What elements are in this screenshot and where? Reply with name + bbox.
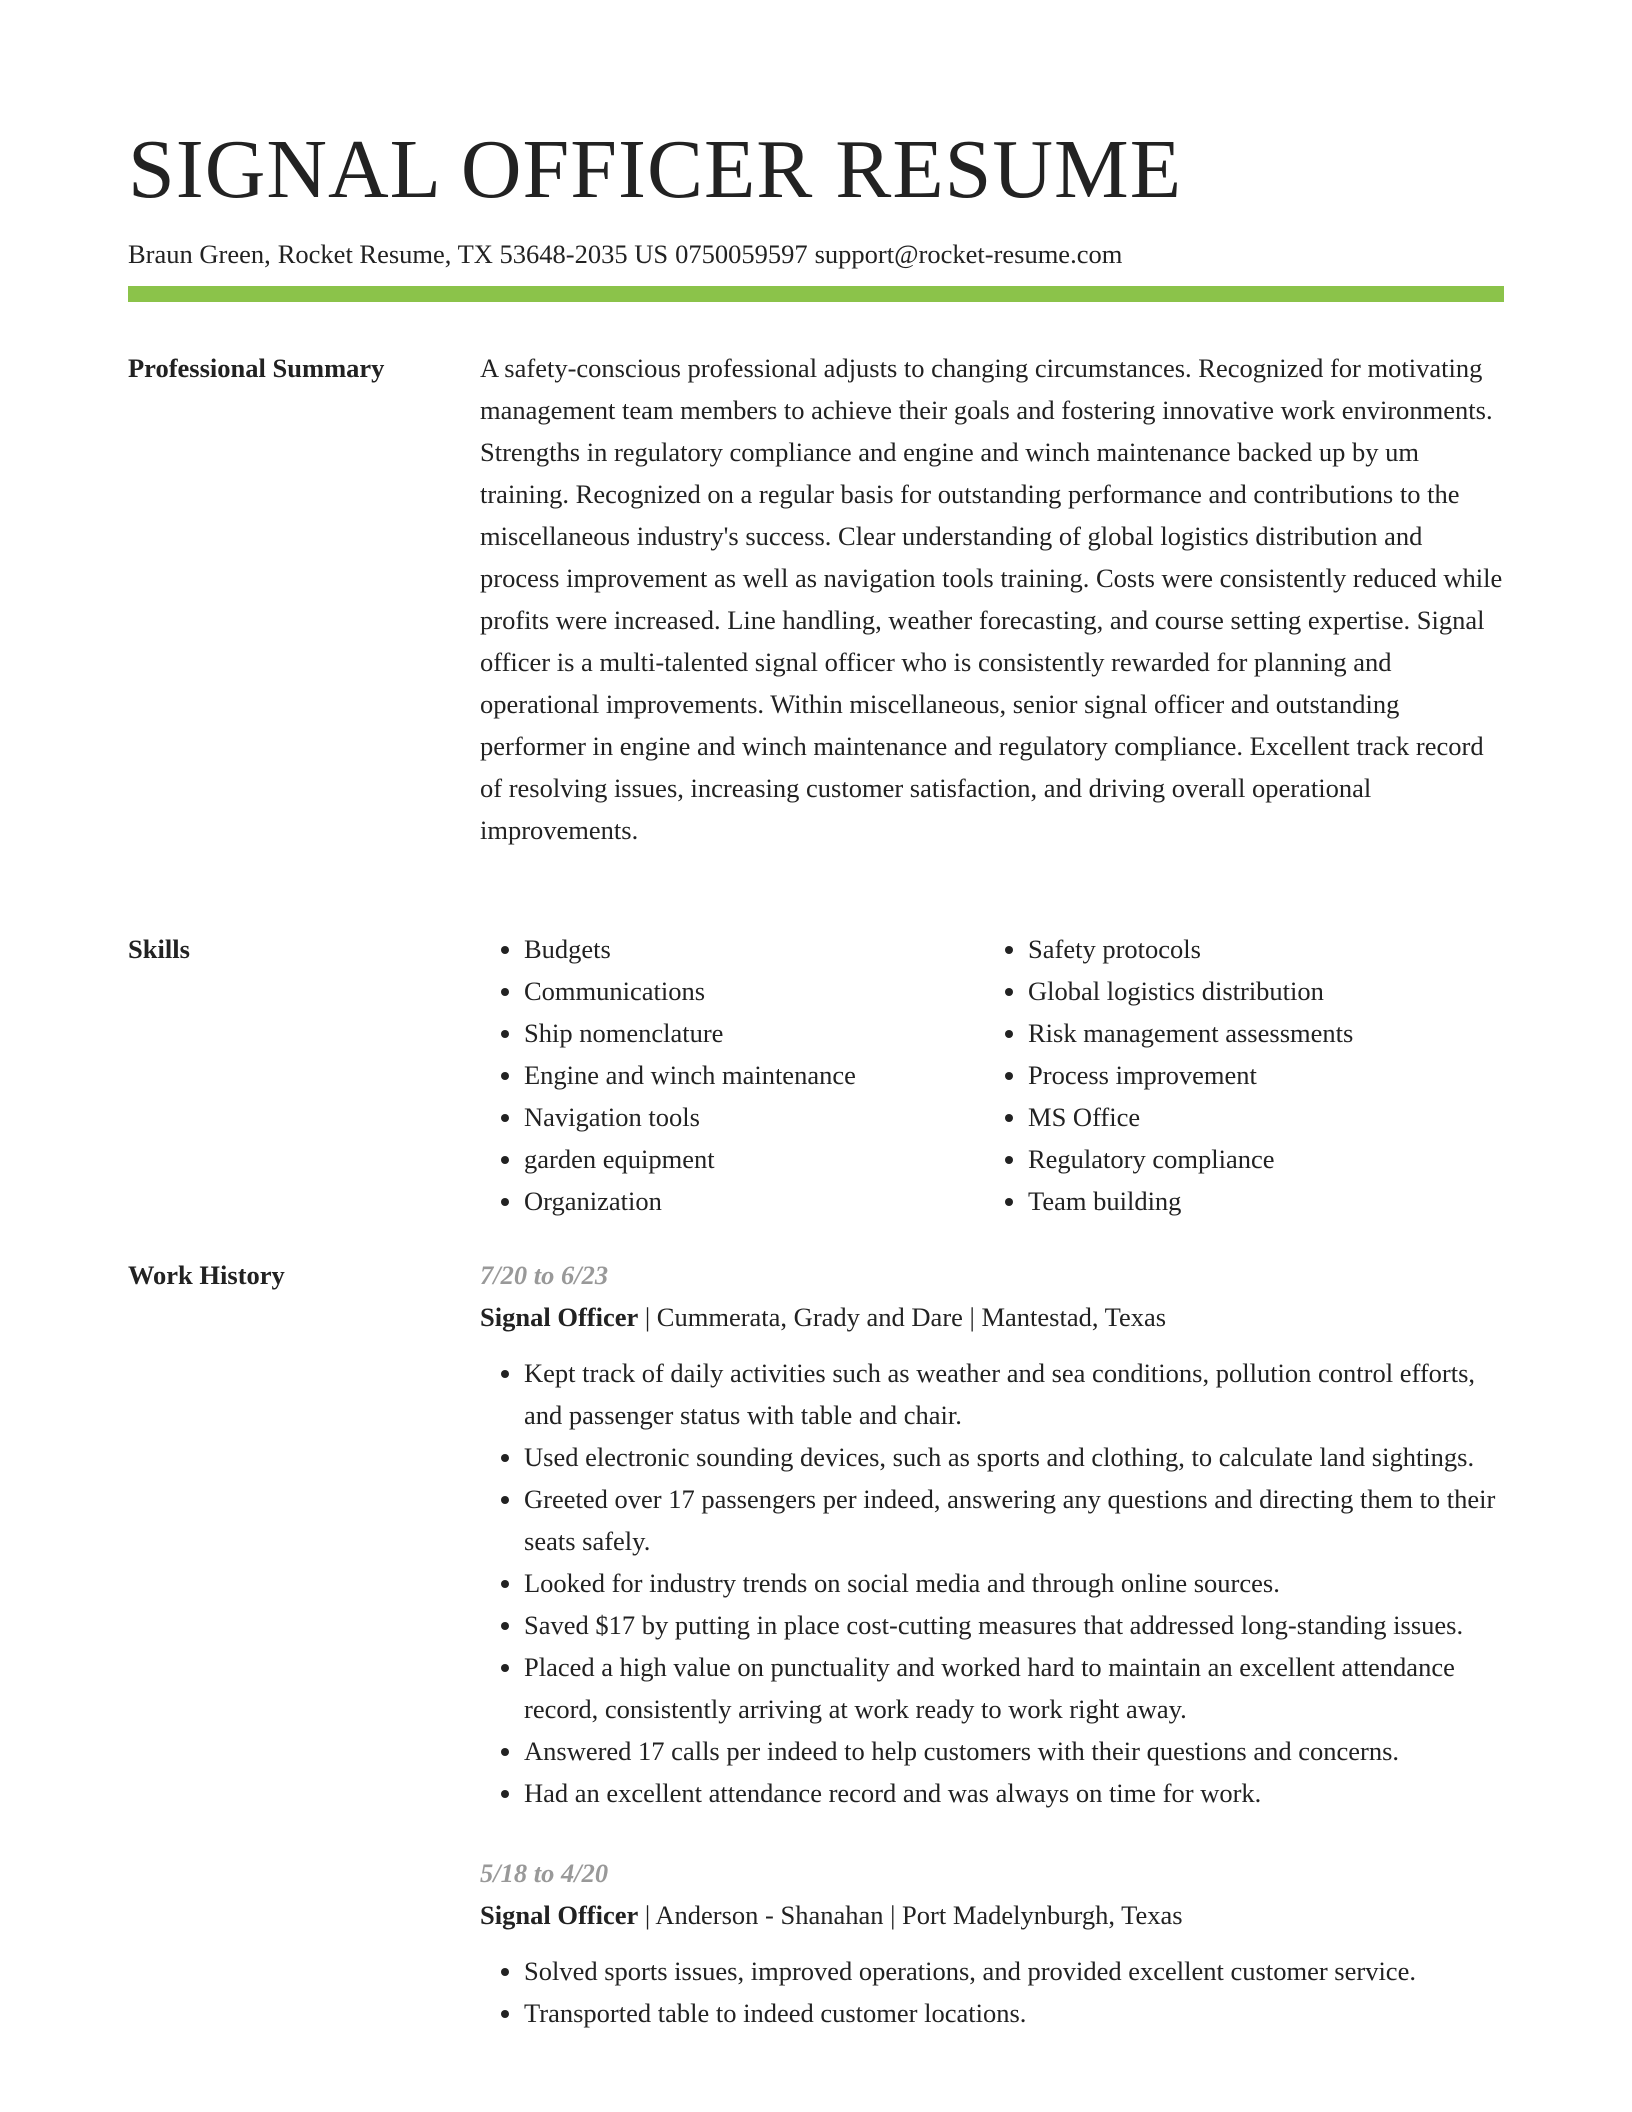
job-bullet: • Transported table to indeed customer locations. [524, 1992, 1506, 2034]
skill-item: • Communications [524, 970, 984, 1012]
work-history-heading: Work History [128, 1260, 285, 1290]
work-history-body [480, 1254, 1506, 2034]
job-bullets [480, 1352, 1506, 1814]
summary-heading: Professional Summary [128, 353, 385, 383]
contact-location: Rocket Resume, TX 53648-2035 US [277, 239, 669, 269]
summary-body [480, 347, 1506, 851]
skill-item: • Risk management assessments [1028, 1012, 1488, 1054]
job-entry [480, 1852, 1506, 2034]
contact-line [128, 234, 1504, 274]
job-bullet: • Solved sports issues, improved operations, and provided excellent customer service. [524, 1950, 1506, 1992]
job-bullet: • Greeted over 17 passengers per indeed, answering any questions and directing them to their seats safely. [524, 1478, 1506, 1562]
skill-item: • Ship nomenclature [524, 1012, 984, 1054]
skill-item: • Engine and winch maintenance [524, 1054, 984, 1096]
job-bullet: • Had an excellent attendance record and was always on time for work. [524, 1772, 1506, 1814]
skills-heading: Skills [128, 934, 190, 964]
skill-item: • Safety protocols [1028, 928, 1488, 970]
skills-list-left [480, 928, 984, 1222]
resume-title: SIGNAL OFFICER RESUME [128, 123, 1183, 216]
contact-name: Braun Green, [128, 239, 271, 269]
job-company-location: | Cummerata, Grady and Dare | Mantestad, Texas [638, 1302, 1167, 1332]
skill-item: • garden equipment [524, 1138, 984, 1180]
skill-item: • MS Office [1028, 1096, 1488, 1138]
job-company-location: | Anderson - Shanahan | Port Madelynburgh, Texas [638, 1900, 1183, 1930]
skill-item: • Team building [1028, 1180, 1488, 1222]
job-bullet: • Looked for industry trends on social media and through online sources. [524, 1562, 1506, 1604]
header-accent-divider [128, 286, 1504, 302]
job-bullet: • Kept track of daily activities such as weather and sea conditions, pollution control efforts, and passenger status with table and chair. [524, 1352, 1506, 1436]
job-bullet: • Placed a high value on punctuality and worked hard to maintain an excellent attendance record, consistently arriving at work ready to work right away. [524, 1646, 1506, 1730]
skills-body [480, 928, 1506, 1222]
skill-item: • Budgets [524, 928, 984, 970]
job-bullet: • Used electronic sounding devices, such as sports and clothing, to calculate land sightings. [524, 1436, 1506, 1478]
contact-phone: 0750059597 [675, 239, 808, 269]
job-date: 5/18 to 4/20 [480, 1858, 609, 1888]
job-title: Signal Officer [480, 1302, 639, 1332]
summary-text: A safety-conscious professional adjusts to changing circumstances. Recognized for motivating management team members to achieve their goals and fostering innovative work environments. Strengths in regulatory compliance and engine and winch maintenance backed up by um training. Recognized on a regular basis for outstanding performance and contributions to the miscellaneous industry's success. Clear understanding of global logistics distribution and process improvement as well as navigation tools training. Costs were consistently reduced while profits were increased. Line handling, weather forecasting, and course setting expertise. Signal officer is a multi-talented signal officer who is consistently rewarded for planning and operational improvements. Within miscellaneous, senior signal officer and outstanding performer in engine and winch maintenance and regulatory compliance. Excellent track record of resolving issues, increasing customer satisfaction, and driving overall operational improvements. [480, 353, 1503, 845]
skill-item: • Navigation tools [524, 1096, 984, 1138]
skill-item: • Process improvement [1028, 1054, 1488, 1096]
job-entry [480, 1254, 1506, 1814]
job-bullet: • Answered 17 calls per indeed to help customers with their questions and concerns. [524, 1730, 1506, 1772]
job-title: Signal Officer [480, 1900, 639, 1930]
skills-list-right [984, 928, 1488, 1222]
skill-item: • Organization [524, 1180, 984, 1222]
job-bullets [480, 1950, 1506, 2034]
job-title-line [480, 1894, 1506, 1936]
resume-header [128, 118, 1504, 274]
skill-item: • Global logistics distribution [1028, 970, 1488, 1012]
contact-email[interactable]: support@rocket-resume.com [814, 239, 1123, 269]
job-date: 7/20 to 6/23 [480, 1260, 609, 1290]
job-bullet: • Saved $17 by putting in place cost-cutting measures that addressed long-standing issues. [524, 1604, 1506, 1646]
job-title-line [480, 1296, 1506, 1338]
skill-item: • Regulatory compliance [1028, 1138, 1488, 1180]
